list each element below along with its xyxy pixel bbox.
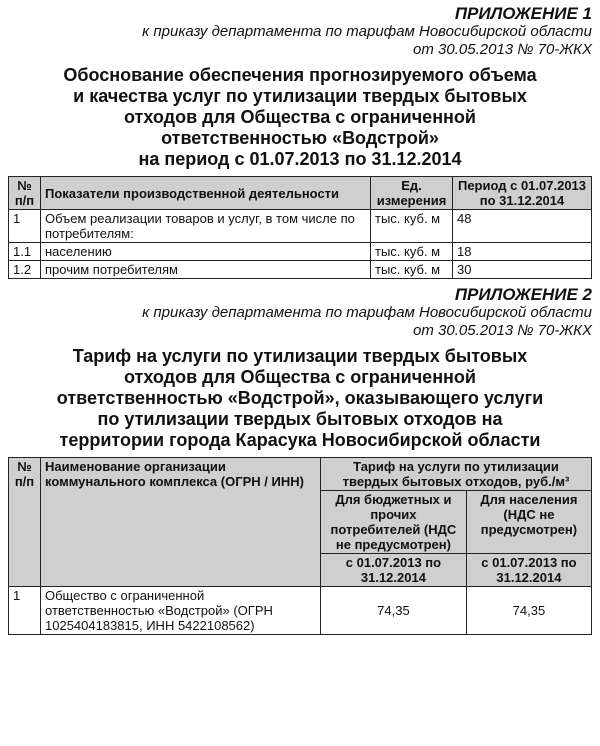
table-row bbox=[9, 243, 592, 261]
header-period: Период с 01.07.2013 по 31.12.2014 bbox=[453, 177, 592, 210]
title-line: ответственностью «Водстрой», оказывающего услуги bbox=[56, 388, 544, 408]
cell-indicator: прочим потребителям bbox=[41, 261, 371, 279]
cell-tariff-budget: 74,35 bbox=[321, 587, 467, 635]
appendix-1-label: ПРИЛОЖЕНИЕ 1 bbox=[454, 4, 592, 23]
title-line: по утилизации твердых бытовых отходов на bbox=[97, 409, 503, 429]
header-org: Наименование организации коммунального комплекса (ОГРН / ИНН) bbox=[41, 458, 321, 587]
title-line: Тариф на услуги по утилизации твердых бытовых bbox=[72, 346, 528, 366]
table-row bbox=[9, 587, 592, 635]
cell-indicator: Объем реализации товаров и услуг, в том числе по потребителям: bbox=[41, 210, 371, 243]
title-line: на период с 01.07.2013 по 31.12.2014 bbox=[138, 149, 462, 169]
cell-unit: тыс. куб. м bbox=[371, 243, 453, 261]
cell-unit: тыс. куб. м bbox=[371, 261, 453, 279]
cell-indicator: населению bbox=[41, 243, 371, 261]
header-period-population: с 01.07.2013 по 31.12.2014 bbox=[466, 554, 591, 587]
table-row bbox=[9, 261, 592, 279]
cell-num: 1 bbox=[9, 210, 41, 243]
cell-value: 18 bbox=[453, 243, 592, 261]
header-num: № п/п bbox=[9, 177, 41, 210]
table-header-row bbox=[9, 177, 592, 210]
header-budget: Для бюджетных и прочих потребителей (НДС не предусмотрен) bbox=[321, 491, 467, 554]
cell-num: 1.2 bbox=[9, 261, 41, 279]
appendix-2-table bbox=[8, 457, 592, 635]
appendix-1-ref-line2: от 30.05.2013 № 70-ЖКХ bbox=[413, 41, 592, 58]
title-line: Обоснование обеспечения прогнозируемого объема bbox=[63, 65, 537, 85]
appendix-2-ref-line2: от 30.05.2013 № 70-ЖКХ bbox=[413, 322, 592, 339]
appendix-1-title bbox=[8, 65, 592, 170]
header-num: № п/п bbox=[9, 458, 41, 587]
header-period-budget: с 01.07.2013 по 31.12.2014 bbox=[321, 554, 467, 587]
appendix-1-ref-line1: к приказу департамента по тарифам Новосибирской области bbox=[142, 23, 592, 40]
cell-num: 1 bbox=[9, 587, 41, 635]
cell-value: 30 bbox=[453, 261, 592, 279]
title-line: отходов для Общества с ограниченной bbox=[124, 107, 476, 127]
title-line: ответственностью «Водстрой» bbox=[161, 128, 439, 148]
table-row bbox=[9, 210, 592, 243]
header-indicator: Показатели производственной деятельности bbox=[41, 177, 371, 210]
appendix-2-ref-line1: к приказу департамента по тарифам Новосибирской области bbox=[142, 304, 592, 321]
cell-org: Общество с ограниченной ответственностью «Водстрой» (ОГРН 1025404183815, ИНН 5422108562) bbox=[41, 587, 321, 635]
appendix-2-label: ПРИЛОЖЕНИЕ 2 bbox=[454, 285, 592, 304]
cell-value: 48 bbox=[453, 210, 592, 243]
table-header-row bbox=[9, 458, 592, 491]
appendix-1-table bbox=[8, 176, 592, 279]
cell-tariff-population: 74,35 bbox=[466, 587, 591, 635]
title-line: и качества услуг по утилизации твердых бытовых bbox=[73, 86, 527, 106]
title-line: отходов для Общества с ограниченной bbox=[124, 367, 476, 387]
appendix-2-title bbox=[8, 346, 592, 451]
cell-num: 1.1 bbox=[9, 243, 41, 261]
header-unit: Ед. измерения bbox=[371, 177, 453, 210]
title-line: территории города Карасука Новосибирской области bbox=[59, 430, 541, 450]
header-population: Для населения (НДС не предусмотрен) bbox=[466, 491, 591, 554]
header-tariff: Тариф на услуги по утилизации твердых бытовых отходов, руб./м³ bbox=[321, 458, 592, 491]
cell-unit: тыс. куб. м bbox=[371, 210, 453, 243]
